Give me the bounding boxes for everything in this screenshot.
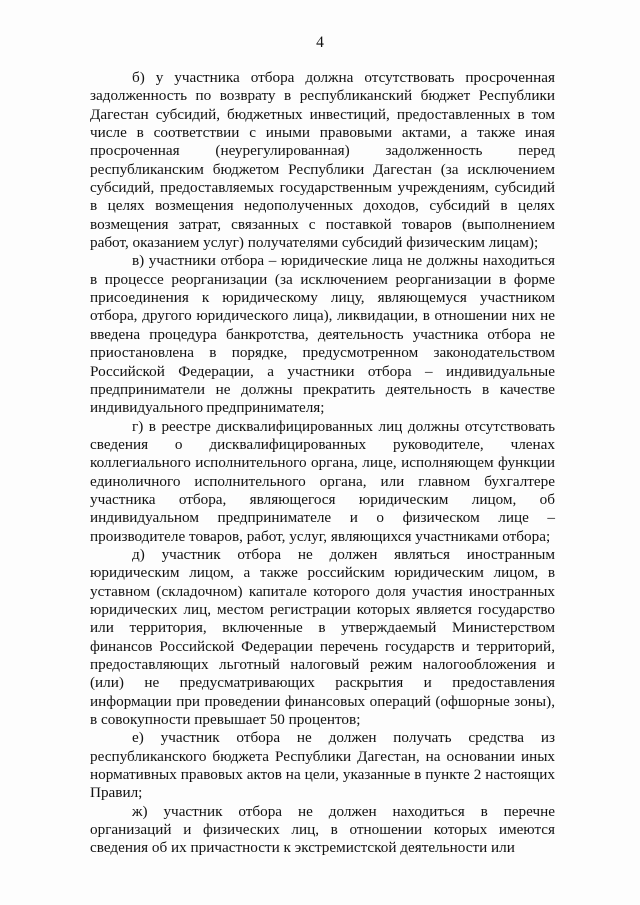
paragraph-e: е) участник отбора не должен получать средства из республиканского бюджета Республики Дагестан, на основании иных нормативных правовых актов на цели, указанные в пункте 2 настоящих Правил; <box>90 729 555 802</box>
paragraph-zh: ж) участник отбора не должен находиться в перечне организаций и физических лиц, в отношении которых имеются сведения об их причастности к экстремистской деятельности или <box>90 802 555 857</box>
paragraph-v: в) участники отбора – юридические лица не должны находиться в процессе реорганизации (за исключением реорганизации в форме присоединения к юридическому лицу, являющемуся участником отбора, другого юридического лица), ликвидации, в отношении них не введена процедура банкротства, деятельность участника отбора не приостановлена в порядке, предусмотренном законодательством Российской Федерации, а участники отбора – индивидуальные предприниматели не должны прекратить деятельность в качестве индивидуального предпринимателя; <box>90 252 555 417</box>
paragraph-d: д) участник отбора не должен являться иностранным юридическим лицом, а также российским юридическим лицом, в уставном (складочном) капитале которого доля участия иностранных юридических лиц, местом регистрации которых является государство или территория, включенные в утверждаемый Министерством финансов Российской Федерации перечень государств и территорий, предоставляющих льготный налоговый режим налогообложения и (или) не предусматривающих раскрытия и предоставления информации при проведении финансовых операций (офшорные зоны), в совокупности превышает 50 процентов; <box>90 545 555 729</box>
paragraph-b: б) у участника отбора должна отсутствовать просроченная задолженность по возврату в республиканский бюджет Республики Дагестан субсидий, бюджетных инвестиций, предоставленных в том числе в соответствии с иными правовыми актами, а также иная просроченная (неурегулированная) задолженность перед республиканским бюджетом Республики Дагестан (за исключением субсидий, предоставляемых государственным учреждениям, субсидий в целях возмещения недополученных доходов, субсидий в целях возмещения затрат, связанных с поставкой товаров (выполнением работ, оказанием услуг) получателями субсидий физическим лицам); <box>90 69 555 252</box>
paragraph-g: г) в реестре дисквалифицированных лиц должны отсутствовать сведения о дисквалифицированных руководителе, членах коллегиального исполнительного органа, лице, исполняющем функции единоличного исполнительного органа, или главном бухгалтере участника отбора, являющегося юридическим лицом, об индивидуальном предпринимателе и о физическом лице – производителе товаров, работ, услуг, являющихся участниками отбора; <box>90 417 555 545</box>
page-number: 4 <box>316 34 324 51</box>
document-body <box>90 69 555 858</box>
